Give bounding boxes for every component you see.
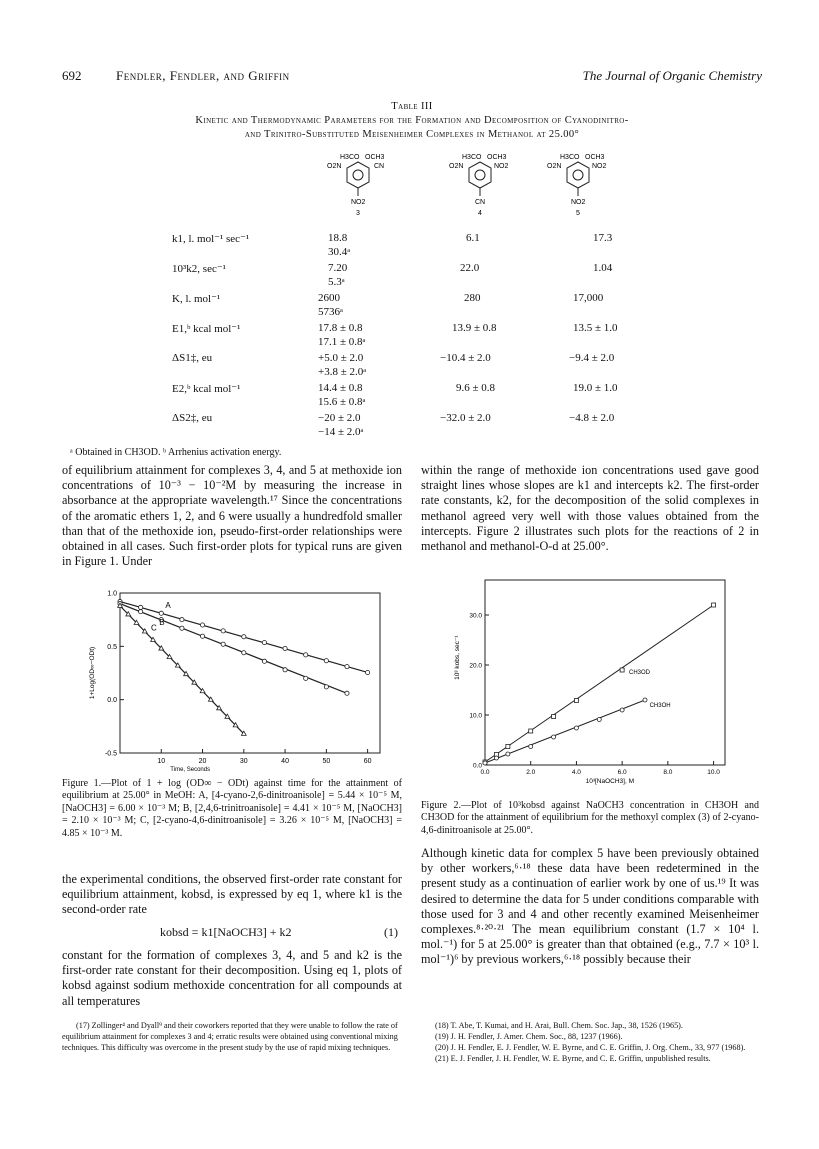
fig1-point-A: [304, 653, 308, 657]
fig2-point-CH3OH: [643, 698, 647, 702]
fig1-point-A: [221, 629, 225, 633]
table-caption-line2: and Trinitro-Substituted Meisenheimer Complexes in Methanol at 25.00°: [244, 129, 580, 140]
reference-21: (21) E. J. Fendler, J. H. Fendler, W. E. Byrne, and C. E. Griffin, unpublished results.: [435, 1054, 711, 1063]
fig2-x-tick-label: 0.0: [480, 769, 490, 776]
authors: Fendler, Fendler, and Griffin: [116, 68, 290, 83]
row-c5: 17.3: [593, 232, 613, 244]
fig2-point-CH3OH: [506, 752, 510, 756]
table-body: [0, 0, 819, 450]
fig1-point-B: [345, 691, 349, 695]
fig2-point-CH3OH: [494, 756, 498, 760]
fig1-series-label-A: A: [165, 600, 171, 610]
table-footnote: ᵃ Obtained in CH3OD. ᵇ Arrhenius activation energy.: [70, 447, 282, 458]
left-para-2-text: the experimental conditions, the observed first-order rate constant for equilibrium attainment, kobsd, is expressed by eq 1, where k1 is the second-order rate: [62, 872, 402, 917]
fig2-point-CH3OD: [620, 668, 624, 672]
fig2-point-CH3OH: [620, 708, 624, 712]
fig1-point-A: [139, 605, 143, 609]
right-references: [421, 1020, 759, 1064]
row-c3: 14.4 ± 0.8: [318, 382, 363, 394]
fig1-point-B: [180, 626, 184, 630]
fig2-y-tick-label: 0.0: [472, 762, 482, 770]
row-c3b: 5736ᵃ: [318, 306, 344, 318]
structure-5-top-left: H3CO: [560, 154, 580, 161]
row-c4: −10.4 ± 2.0: [440, 352, 491, 364]
fig1-series-line-C: [120, 606, 244, 734]
fig2-point-CH3OD: [529, 729, 533, 733]
row-param: ΔS1‡, eu: [172, 352, 213, 364]
structure-4-right: NO2: [494, 163, 509, 170]
equation-1: kobsd = k1[NaOCH3] + k2: [160, 925, 292, 939]
fig1-point-A: [366, 670, 370, 674]
left-para-3: [62, 948, 402, 1009]
row-c5: 13.5 ± 1.0: [573, 322, 618, 334]
fig2-point-CH3OH: [483, 761, 487, 765]
right-para-2-text: Although kinetic data for complex 5 have been previously obtained by other workers,⁶·¹⁸ these data have been redetermined in the present study as a continuation of earlier work by one of us.¹⁹ It was desired to determine the data for 5 under conditions comparable with those used for 3 and 4 and other recently examined Meisenheimer complexes.⁸·²⁰·²¹ The mean equilibrium constant (1.7 × 10⁴ l. mol.⁻¹) for 5 at 25.00° is greater than that obtained (e.g., 7.7 × 10³ l. mol⁻¹)⁶ by previous workers,⁶·¹⁸ possibly because their: [421, 846, 759, 967]
right-para-2: [421, 846, 759, 968]
row-c3: +5.0 ± 2.0: [318, 352, 364, 364]
fig2-point-CH3OD: [552, 715, 556, 719]
fig1-point-B: [221, 642, 225, 646]
row-c3b: 15.6 ± 0.8ᵃ: [318, 396, 366, 408]
fig1-x-tick-label: 50: [322, 758, 331, 765]
row-param: K, l. mol⁻¹: [172, 293, 221, 305]
fig2-x-axis-label: 10³[NaOCH3], M: [585, 778, 635, 785]
fig1-y-tick-label: 0.0: [107, 697, 117, 705]
row-c4: −32.0 ± 2.0: [440, 412, 491, 424]
row-param: ΔS2‡, eu: [172, 412, 213, 424]
figure-2-caption: Figure 2.—Plot of 10³kobsd against NaOCH3 concentration in CH3OH and CH3OD for the attainment of equilibrium for the methoxyl complex (3) of 2-cyano-4,6-dinitroanisole at 25.00°.: [421, 800, 759, 836]
fig2-x-tick-label: 8.0: [663, 769, 673, 776]
row-param: k1, l. mol⁻¹ sec⁻¹: [172, 233, 250, 245]
figure-1-caption: Figure 1.—Plot of 1 + log (OD∞ − ODt) against time for the attainment of equilibrium at 25.00° in MeOH: A, [4-cyano-2,6-dinitroanisole] = 5.44 × 10⁻⁵ M, [NaOCH3] = 6.00 × 10⁻³ M; B, [2,4,6-trinitroanisole] = 4.41 × 10⁻⁵ M, [NaOCH3] = 2.10 × 10⁻³ M; C, [2-cyano-4,6-dinitroanisole] = 3.26 × 10⁻⁵ M, [NaOCH3] = 4.85 × 10⁻³ M.: [62, 778, 402, 839]
row-c4: 9.6 ± 0.8: [456, 382, 496, 394]
fig2-point-CH3OD: [506, 745, 510, 749]
fig2-point-CH3OH: [552, 735, 556, 739]
fig2-point-CH3OH: [574, 726, 578, 730]
structure-4-top-left: H3CO: [462, 154, 482, 161]
fig1-point-B: [242, 651, 246, 655]
row-c5: 1.04: [593, 262, 613, 274]
fig1-point-B: [324, 685, 328, 689]
left-para-1: [62, 463, 402, 569]
fig1-point-B: [262, 659, 266, 663]
fig1-point-B: [304, 676, 308, 680]
fig1-point-A: [262, 641, 266, 645]
structure-4-left: O2N: [449, 163, 464, 170]
figure-2: [445, 572, 735, 797]
structure-4-top-right: OCH3: [487, 154, 507, 161]
right-para-1-text: within the range of methoxide ion concentrations used gave good straight lines whose slopes are k1 and intercepts k2. The first-order rate constants, k2, for the decomposition of the solid complexes in methanol agreed very well with those values obtained from the intercepts. Figure 2 illustrates such plots for the reactions of 2 in methanol and methanol-O-d at 25.00°.: [421, 463, 759, 554]
reference-18: (18) T. Abe, T. Kumai, and H. Arai, Bull. Chem. Soc. Jap., 38, 1526 (1965).: [435, 1021, 683, 1030]
row-c3b: +3.8 ± 2.0ᵃ: [318, 366, 367, 378]
fig1-point-A: [180, 618, 184, 622]
fig2-y-axis-label: 10³ kobs, sec⁻¹: [454, 635, 461, 680]
fig1-x-axis-label: Time, Seconds: [170, 767, 211, 773]
structure-5-left: O2N: [547, 163, 562, 170]
fig1-point-A: [345, 665, 349, 669]
row-c3b: 5.3ᵃ: [328, 276, 345, 288]
row-c5: 19.0 ± 1.0: [573, 382, 618, 394]
row-c3: 18.8: [328, 232, 348, 244]
structure-4-label: 4: [478, 210, 482, 217]
row-c3b: 17.1 ± 0.8ᵃ: [318, 336, 366, 348]
journal-name: The Journal of Organic Chemistry: [582, 68, 762, 83]
fig1-point-B: [283, 668, 287, 672]
structure-3-left: O2N: [327, 163, 342, 170]
row-c3b: −14 ± 2.0ᵃ: [318, 426, 364, 438]
fig1-y-tick-label: -0.5: [104, 750, 117, 758]
equation-number: (1): [384, 925, 398, 939]
left-para-3-text: constant for the formation of complexes 3, 4, and 5 and k2 is the first-order rate constant for their decomposition. Using eq 1, plots of kobsd against sodium methoxide concentration for all compounds at all temperatures: [62, 948, 402, 1008]
structure-3-label: 3: [356, 210, 360, 217]
row-c3: 2600: [318, 292, 340, 304]
fig1-x-tick-label: 40: [281, 758, 289, 765]
fig1-point-A: [159, 611, 163, 615]
row-c5: 17,000: [573, 292, 604, 304]
fig1-y-axis-label: 1+Log(OD∞−ODt): [89, 646, 96, 700]
structure-5-label: 5: [576, 210, 580, 217]
fig2-series-label-CH3OH: CH3OH: [649, 703, 671, 709]
fig2-x-tick-label: 4.0: [571, 769, 581, 776]
row-c4: 280: [464, 292, 481, 304]
fig1-point-B: [200, 634, 204, 638]
fig1-point-A: [283, 646, 287, 650]
fig2-point-CH3OD: [712, 603, 716, 607]
fig1-point-B: [139, 610, 143, 614]
fig1-point-A: [200, 623, 204, 627]
fig1-point-A: [324, 659, 328, 663]
fig2-x-tick-label: 6.0: [617, 769, 627, 776]
row-param: E2,ᵇ kcal mol⁻¹: [172, 383, 241, 395]
fig2-series-label-CH3OD: CH3OD: [629, 670, 651, 676]
row-c3: −20 ± 2.0: [318, 412, 361, 424]
figure-1: [78, 585, 388, 775]
fig1-x-tick-label: 20: [198, 758, 207, 765]
row-param: E1,ᵇ kcal mol⁻¹: [172, 323, 241, 335]
structure-5-right: NO2: [592, 163, 607, 170]
row-c4: 22.0: [460, 262, 480, 274]
fig1-x-tick-label: 30: [239, 758, 248, 765]
fig1-series-label-C: C: [150, 623, 157, 633]
reference-19: (19) J. H. Fendler, J. Amer. Chem. Soc., 88, 1237 (1966).: [435, 1032, 623, 1041]
fig1-series-label-B: B: [159, 618, 165, 627]
row-c3: 7.20: [328, 262, 348, 274]
row-param: 10³k2, sec⁻¹: [172, 263, 226, 275]
row-c5: −4.8 ± 2.0: [569, 412, 615, 424]
table-caption-line1: Kinetic and Thermodynamic Parameters for the Formation and Decomposition of Cyanodinitro-: [195, 115, 629, 126]
row-c5: −9.4 ± 2.0: [569, 352, 615, 364]
page-number: 692: [62, 68, 82, 83]
table-title: Table III: [391, 101, 433, 112]
left-para-1-text: of equilibrium attainment for complexes 3, 4, and 5 at methoxide ion concentrations of 10⁻³ − 10⁻²M by measuring the increase in absorbance at the appropriate wavelength.¹⁷ Since the concentrations of the aromatic ethers 1, 2, and 6 were usually a hundredfold smaller than that of the methoxide ion, pseudo-first-order relationships were obtained in all cases. Such first-order plots for typical runs are given in Figure 1. Under: [62, 463, 402, 569]
structure-5-bottom: NO2: [571, 199, 586, 206]
row-c3b: 30.4ᵃ: [328, 246, 351, 258]
structure-3-bottom: NO2: [351, 199, 366, 206]
fig1-x-tick-label: 10: [157, 758, 166, 765]
fig1-series-line-B: [120, 604, 347, 694]
fig2-point-CH3OH: [529, 745, 533, 749]
fig2-point-CH3OH: [597, 718, 601, 722]
fig1-plot-frame: [120, 593, 380, 753]
fig2-point-CH3OD: [574, 699, 578, 703]
reference-20: (20) J. H. Fendler, E. J. Fendler, W. E. Byrne, and C. E. Griffin, J. Org. Chem., 33, 977 (1968).: [435, 1043, 746, 1052]
fig1-point-A: [242, 635, 246, 639]
fig2-series-line-CH3OD: [485, 605, 714, 762]
right-para-1: [421, 463, 759, 554]
fig2-x-tick-label: 10.0: [707, 769, 720, 776]
left-para-2: [62, 872, 402, 918]
fig1-y-tick-label: 1.0: [107, 590, 117, 598]
row-c4: 6.1: [466, 232, 480, 244]
fig1-x-tick-label: 60: [363, 758, 372, 765]
structure-4-bottom: CN: [475, 199, 486, 206]
fig2-y-tick-label: 20.0: [469, 662, 482, 670]
left-footnote: [62, 1020, 402, 1053]
structure-3-right: CN: [374, 163, 385, 170]
fig2-x-tick-label: 2.0: [526, 769, 536, 776]
structure-5-top-right: OCH3: [585, 154, 605, 161]
footnote-17: (17) Zollinger⁴ and Dyall⁹ and their coworkers reported that they were unable to follow the rate of equilibrium attainment for complexes 3 and 4; erratic results were obtained using conventional mixing techniques. This difficulty was overcome in the present study by the use of rapid mixing techniques.: [62, 1021, 398, 1052]
row-c3: 17.8 ± 0.8: [318, 322, 363, 334]
fig2-y-tick-label: 10.0: [469, 712, 482, 720]
fig1-y-tick-label: 0.5: [107, 643, 117, 651]
row-c4: 13.9 ± 0.8: [452, 322, 497, 334]
structure-3-top-right: OCH3: [365, 154, 385, 161]
structure-3-top-left: H3CO: [340, 154, 360, 161]
fig2-y-tick-label: 30.0: [469, 612, 482, 620]
